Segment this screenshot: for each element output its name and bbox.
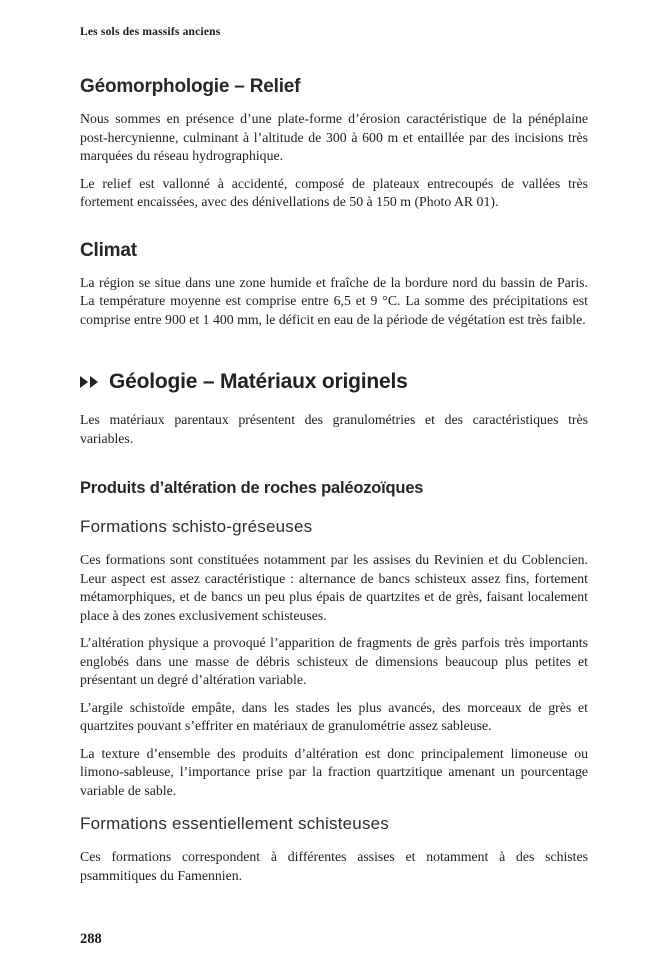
section-heading-geomorphologie: Géomorphologie – Relief bbox=[80, 76, 301, 97]
paragraph-climat-1: La région se situe dans une zone humide et fraîche de la bordure nord du bassin de Paris. La température moyenne est comprise entre 6,5 et 9 °C. La somme des précipitations est comprise entre 900 et 1 400 mm, le déficit en eau de la période de végétation est très faible. bbox=[80, 274, 588, 327]
paragraph-schisto-2: L’altération physique a provoqué l’apparition de fragments de grès parfois très importants englobés dans une masse de débris schisteux de dimensions beaucoup plus petites et présentant un degré d’altération variable. bbox=[80, 635, 588, 687]
paragraph-geologie-1: Les matériaux parentaux présentent des granulométries et des caractéristiques très variables. bbox=[80, 412, 588, 446]
section-heading-climat: Climat bbox=[80, 239, 137, 261]
chapter-heading-geologie bbox=[80, 369, 588, 395]
paragraph-geomorphologie-2: Le relief est vallonné à accidenté, composé de plateaux entrecoupés de vallées très fortement encaissées, avec des dénivellations de 50 à 150 m (Photo AR 01). bbox=[80, 175, 588, 209]
running-title: Les sols des massifs anciens bbox=[80, 26, 221, 38]
paragraph-schisto-3: L’argile schistoïde empâte, dans les stades les plus avancés, des morceaux de grès et quartzites pouvant s’effriter en matériaux de granulométrie assez sableuse. bbox=[80, 699, 588, 733]
double-arrow-right-icon bbox=[80, 376, 100, 388]
page-number: 288 bbox=[80, 931, 102, 947]
subsubsection-heading-schisteuses: Formations essentiellement schisteuses bbox=[80, 814, 390, 833]
paragraph-schisteuses-1: Ces formations correspondent à différentes assises et notamment à des schistes psammitiques du Famennien. bbox=[80, 849, 588, 883]
subsubsection-heading-schisto-greseuses: Formations schisto-gréseuses bbox=[80, 517, 313, 536]
arrow-triangle-icon bbox=[80, 376, 88, 388]
paragraph-schisto-4: La texture d’ensemble des produits d’altération est donc principalement limoneuse ou limono-sableuse, l’importance prise par la fraction quartzitique amenant un pourcentage variable de sable. bbox=[80, 745, 588, 798]
arrow-triangle-icon bbox=[90, 376, 98, 388]
paragraph-schisto-1: Ces formations sont constituées notamment par les assises du Revinien et du Coblencien. Leur aspect est assez caractéristique : alternance de bancs schisteux assez fins, fortement métamorphiques, et de bancs un peu plus épais de quartzites et de grès, faisant localement place à des zones exclusivement schisteuses. bbox=[80, 552, 588, 623]
paragraph-geomorphologie-1: Nous sommes en présence d’une plate-forme d’érosion caractéristique de la pénéplaine post-hercynienne, culminant à l’altitude de 300 à 600 m et entaillée par des incisions très marquées du réseau hydrographique. bbox=[80, 111, 588, 163]
subsection-heading-produits: Produits d’altération de roches paléozoïques bbox=[80, 479, 424, 497]
chapter-heading-label: Géologie – Matériaux originels bbox=[109, 370, 408, 393]
